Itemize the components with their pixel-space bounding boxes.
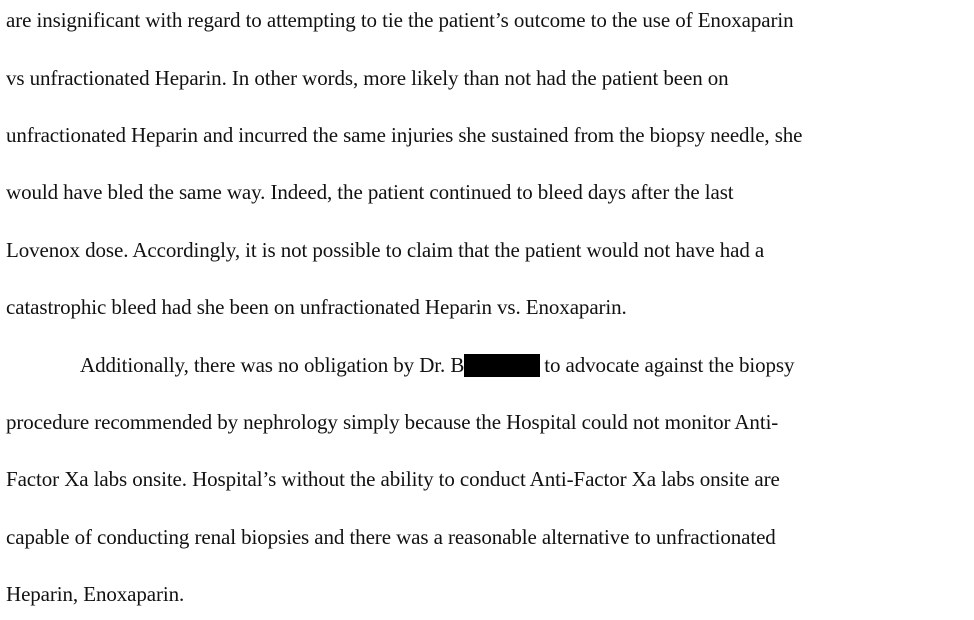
text-after-redaction: to advocate against the biopsy: [544, 353, 795, 377]
text-before-redaction: Additionally, there was no obligation by Dr. B: [80, 353, 465, 377]
text-line: would have bled the same way. Indeed, the patient continued to bleed days after the last: [6, 180, 734, 204]
text-line: procedure recommended by nephrology simply because the Hospital could not monitor Anti-: [6, 410, 779, 434]
text-line: are insignificant with regard to attempting to tie the patient’s outcome to the use of Enoxaparin: [6, 8, 794, 32]
redaction-block: [464, 354, 540, 377]
text-line-with-redaction: [80, 353, 794, 377]
text-line: Lovenox dose. Accordingly, it is not possible to claim that the patient would not have had a: [6, 238, 765, 262]
text-line: unfractionated Heparin and incurred the same injuries she sustained from the biopsy needle, she: [6, 123, 803, 147]
text-line: Factor Xa labs onsite. Hospital’s without the ability to conduct Anti-Factor Xa labs onsite are: [6, 467, 780, 491]
text-line: vs unfractionated Heparin. In other words, more likely than not had the patient been on: [6, 66, 729, 90]
text-line: catastrophic bleed had she been on unfractionated Heparin vs. Enoxaparin.: [6, 295, 627, 319]
text-line: capable of conducting renal biopsies and there was a reasonable alternative to unfractionated: [6, 525, 776, 549]
text-line: Heparin, Enoxaparin.: [6, 582, 185, 606]
